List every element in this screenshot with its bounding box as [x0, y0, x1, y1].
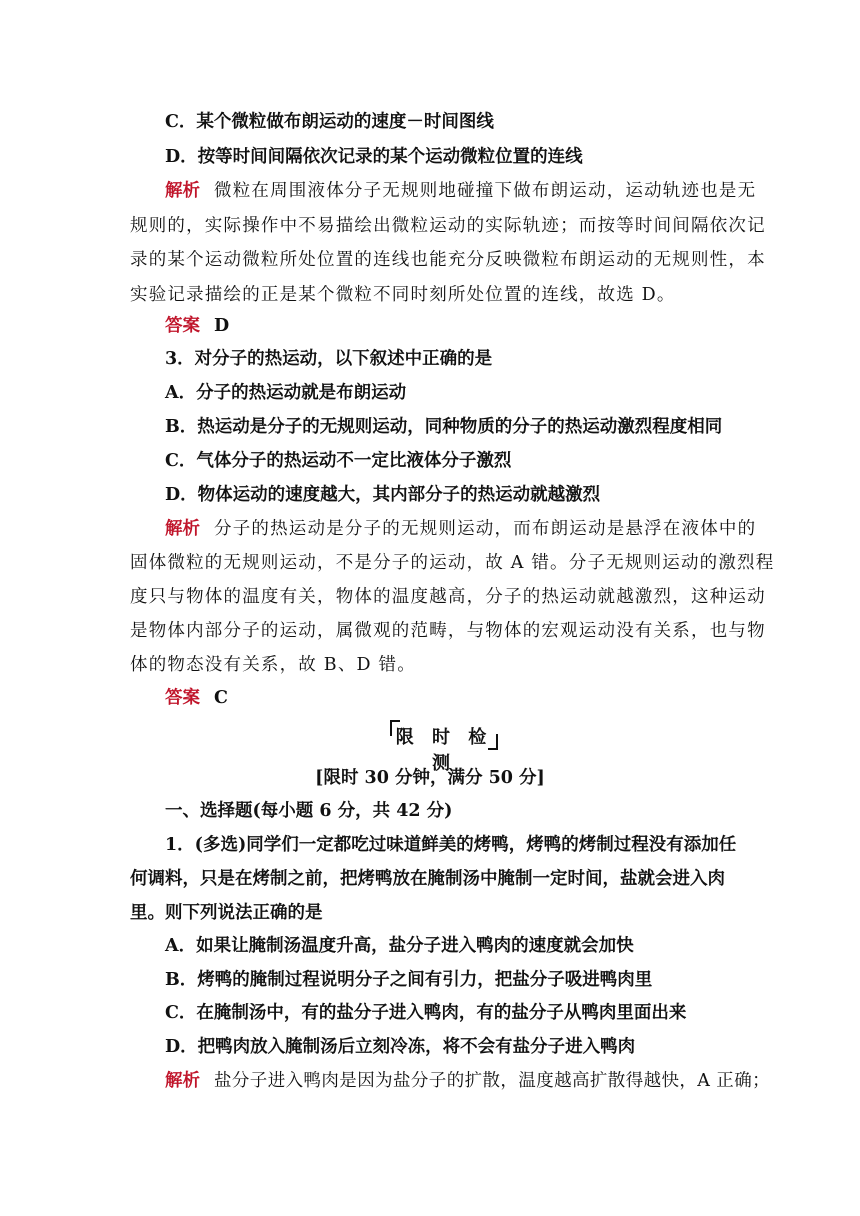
q1-option-d: D．把鸭肉放入腌制汤后立刻冷冻，将不会有盐分子进入鸭肉 [165, 1037, 636, 1057]
q1-option-b: B．烤鸭的腌制过程说明分子之间有引力，把盐分子吸进鸭肉里 [165, 970, 653, 990]
q1-option-a: A．如果让腌制汤温度升高，盐分子进入鸭肉的速度就会加快 [165, 936, 634, 956]
q3-stem: 3．对分子的热运动，以下叙述中正确的是 [165, 349, 493, 369]
q1-stem-line-1: 1．(多选)同学们一定都吃过味道鲜美的烤鸭，烤鸭的烤制过程没有添加任 [165, 835, 737, 855]
q2-option-d: D．按等时间间隔依次记录的某个运动微粒位置的连线 [165, 147, 583, 167]
answer-value: D [214, 316, 230, 336]
q3-option-a: A．分子的热运动就是布朗运动 [165, 383, 407, 403]
explanation-tag: 解析 [165, 181, 200, 201]
answer-tag: 答案 [165, 688, 200, 708]
answer-tag: 答案 [165, 316, 200, 336]
explanation-tag: 解析 [165, 519, 200, 539]
q1-explanation-line-1 [165, 1069, 770, 1093]
explanation-text: 分子的热运动是分子的无规则运动，而布朗运动是悬浮在液体中的 [214, 519, 757, 539]
q2-explanation-line-3: 录的某个运动微粒所处位置的连线也能充分反映微粒布朗运动的无规则性，本 [130, 250, 766, 270]
q1-stem-line-2: 何调料，只是在烤制之前，把烤鸭放在腌制汤中腌制一定时间，盐就会进入肉 [130, 869, 725, 889]
q2-explanation-line-1 [165, 179, 757, 203]
q3-answer [165, 686, 732, 710]
section-title: 限 时 检 测 [395, 727, 493, 774]
q2-answer [165, 314, 732, 338]
q2-explanation-line-2: 规则的，实际操作中不易描绘出微粒运动的实际轨迹；而按等时间间隔依次记 [130, 216, 766, 236]
time-limit: [限时 30 分钟，满分 50 分] [315, 768, 545, 788]
section-title-box [390, 720, 498, 774]
q3-explanation-line-3: 度只与物体的温度有关，物体的温度越高，分子的热运动就越激烈，这种运动 [130, 587, 766, 607]
q3-explanation-line-1 [165, 517, 757, 541]
q3-option-b: B．热运动是分子的无规则运动，同种物质的分子的热运动激烈程度相同 [165, 417, 723, 437]
q3-option-d: D．物体运动的速度越大，其内部分子的热运动就越激烈 [165, 485, 601, 505]
answer-value: C [214, 688, 228, 708]
explanation-tag: 解析 [165, 1071, 200, 1091]
explanation-text: 微粒在周围液体分子无规则地碰撞下做布朗运动，运动轨迹也是无 [214, 181, 757, 201]
q1-stem-line-3: 里。则下列说法正确的是 [130, 903, 323, 923]
explanation-text: 盐分子进入鸭肉是因为盐分子的扩散，温度越高扩散得越快，A 正确； [214, 1071, 770, 1091]
q3-explanation-line-4: 是物体内部分子的运动，属微观的范畴，与物体的宏观运动没有关系，也与物 [130, 621, 766, 641]
q2-explanation-line-4: 实验记录描绘的正是某个微粒不同时刻所处位置的连线，故选 D。 [130, 285, 676, 305]
q3-explanation-line-2: 固体微粒的无规则运动，不是分子的运动，故 A 错。分子无规则运动的激烈程 [130, 553, 775, 573]
q2-option-c: C．某个微粒做布朗运动的速度－时间图线 [165, 112, 494, 132]
q3-option-c: C．气体分子的热运动不一定比液体分子激烈 [165, 451, 512, 471]
part-heading: 一、选择题(每小题 6 分，共 42 分) [165, 801, 453, 821]
q1-option-c: C．在腌制汤中，有的盐分子进入鸭肉，有的盐分子从鸭肉里面出来 [165, 1003, 687, 1023]
q3-explanation-line-5: 体的物态没有关系，故 B、D 错。 [130, 655, 416, 675]
